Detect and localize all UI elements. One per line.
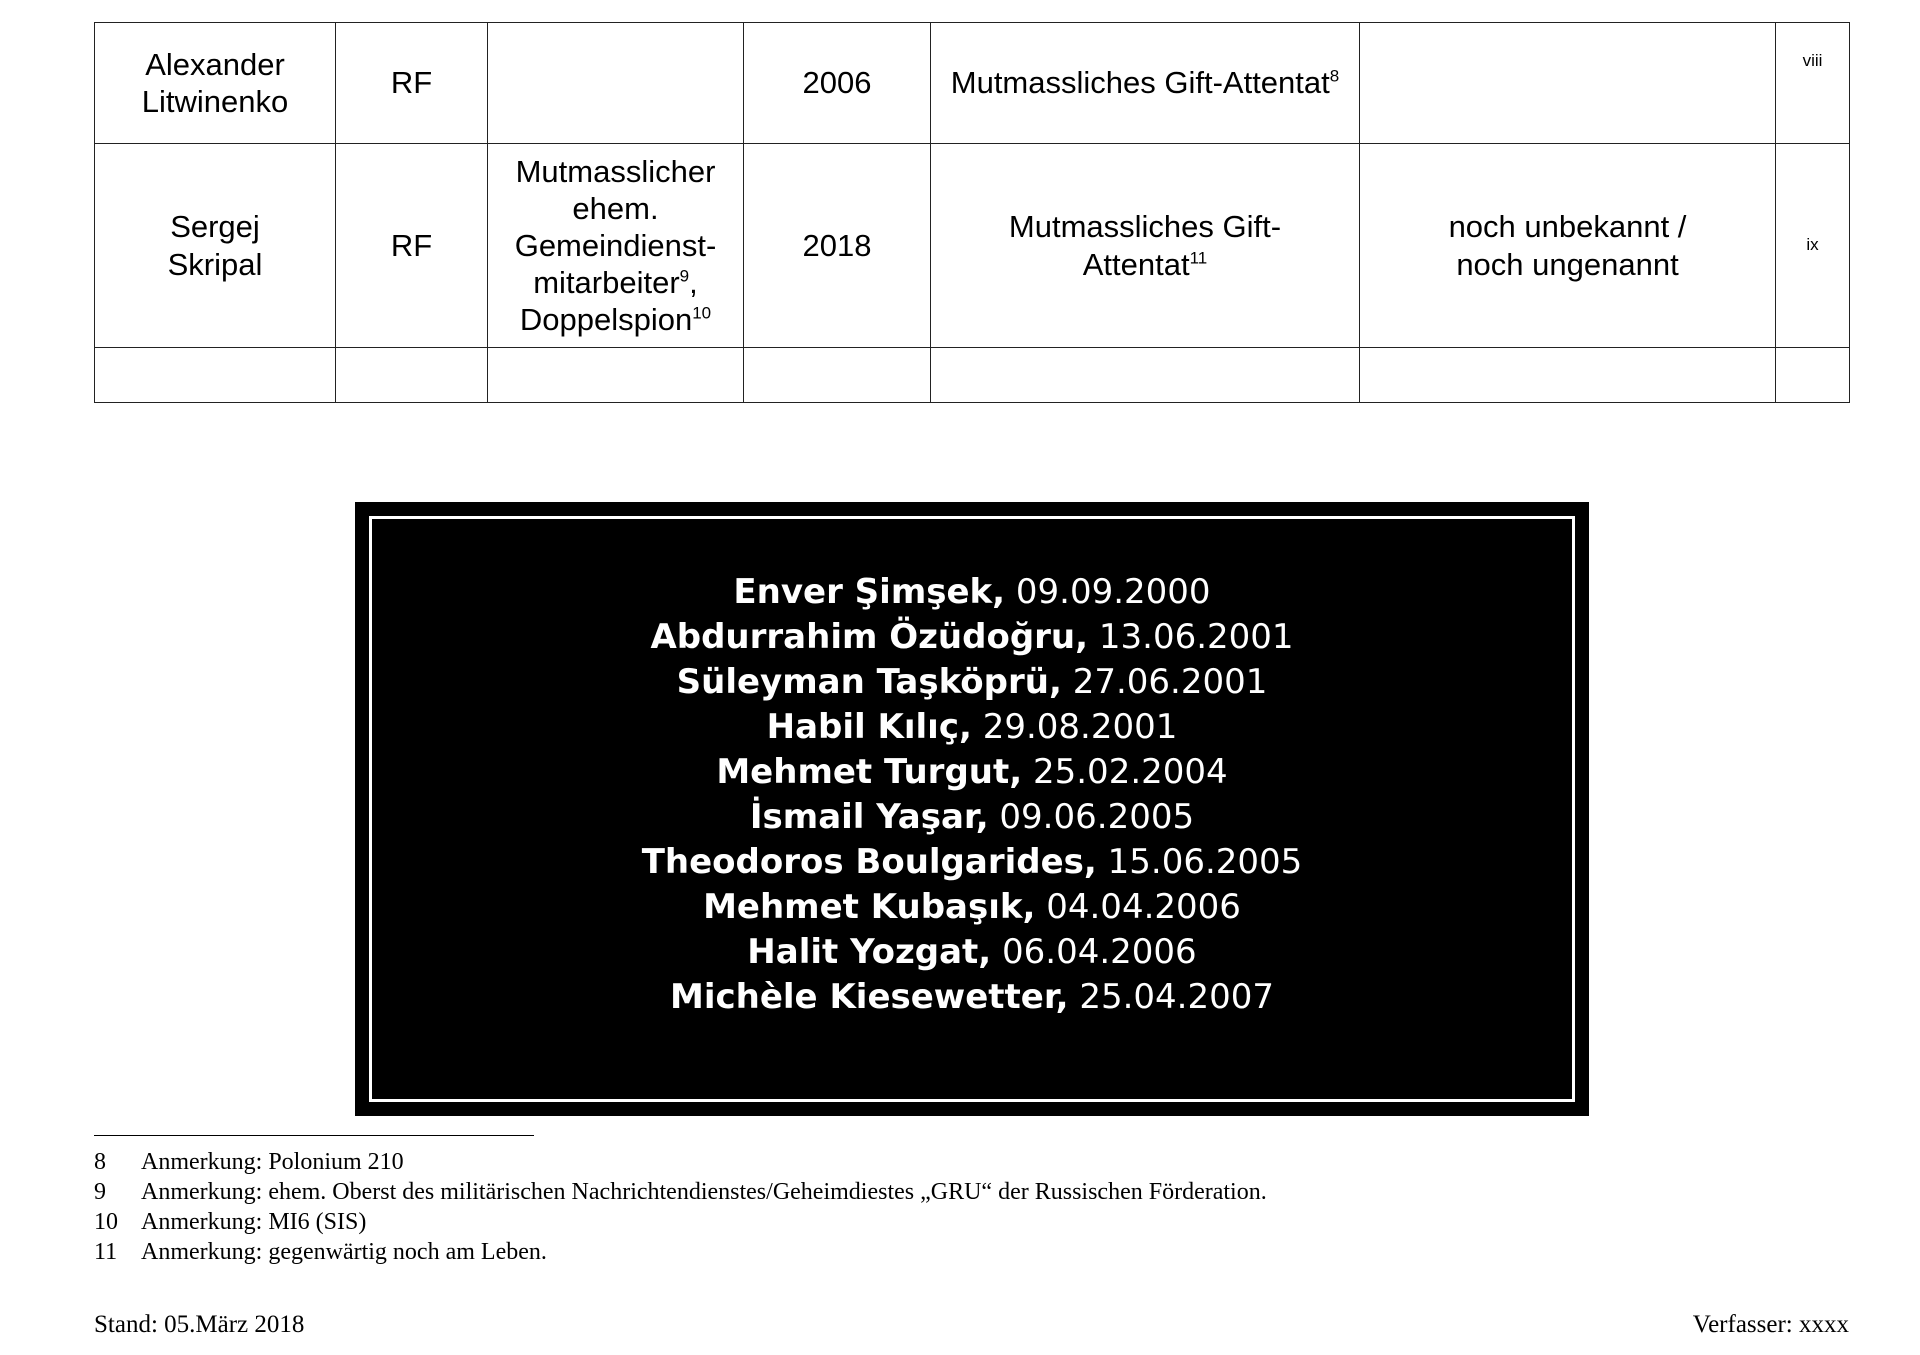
reference-cell <box>1776 144 1850 348</box>
victim-name: Habil Kılıç, <box>766 707 972 747</box>
victim-name: Mehmet Kubaşık, <box>703 887 1036 927</box>
victim-date: 25.04.2007 <box>1079 977 1275 1017</box>
victim-date: 27.06.2001 <box>1072 662 1268 702</box>
perpetrator-cell <box>1360 144 1776 348</box>
incident-text: Mutmassliches Gift-Attentat <box>950 65 1330 101</box>
role-line: Mutmasslicher <box>515 153 716 189</box>
perpetrator-text: noch ungenannt <box>1456 246 1679 282</box>
victim-date: 13.06.2001 <box>1098 617 1294 657</box>
footnote-list <box>94 1147 1267 1267</box>
victim-name: Theodoros Boulgarides, <box>641 842 1097 882</box>
victim-entry <box>355 570 1589 615</box>
footnote <box>94 1177 1267 1207</box>
victim-entry <box>355 750 1589 795</box>
victim-name: Enver Şimşek, <box>733 572 1006 612</box>
victim-date: 29.08.2001 <box>982 707 1178 747</box>
victim-entry <box>355 705 1589 750</box>
empty-cell <box>744 348 931 403</box>
footnote-text: Anmerkung: MI6 (SIS) <box>141 1209 367 1235</box>
reference-mark: ix <box>1806 235 1819 255</box>
victim-entry <box>355 885 1589 930</box>
footnote-ref: 8 <box>1329 67 1340 87</box>
footnote-number: 11 <box>94 1239 118 1265</box>
author: Verfasser: xxxx <box>1692 1311 1849 1338</box>
footnote <box>94 1207 1267 1237</box>
footnote-ref: 10 <box>692 303 712 323</box>
role-cell <box>488 144 744 348</box>
table-row <box>95 144 1850 348</box>
persons-table <box>94 22 1850 403</box>
victim-date: 09.09.2000 <box>1015 572 1211 612</box>
year-cell <box>744 23 931 144</box>
victim-entry <box>355 840 1589 885</box>
reference-mark: viii <box>1802 51 1823 70</box>
person-name: Alexander Litwinenko <box>141 46 289 119</box>
reference-cell <box>1776 23 1850 144</box>
country-cell <box>336 23 488 144</box>
role-line: Gemeindienst- <box>514 227 717 263</box>
perpetrator-text: noch unbekannt / <box>1448 209 1687 245</box>
footnote-number: 9 <box>94 1179 106 1205</box>
empty-cell <box>95 348 336 403</box>
victim-name: Michèle Kiesewetter, <box>669 977 1069 1017</box>
victim-entry <box>355 615 1589 660</box>
victim-date: 25.02.2004 <box>1032 752 1228 792</box>
role-line: , <box>689 265 698 301</box>
perpetrator-cell <box>1360 23 1776 144</box>
role-line: Doppelspion <box>519 302 693 338</box>
table-row <box>95 348 1850 403</box>
person-name-cell <box>95 144 336 348</box>
incident-text: Mutmassliches Gift- <box>1008 209 1282 245</box>
footnote-number: 10 <box>94 1209 118 1235</box>
footnote <box>94 1147 1267 1177</box>
year-cell <box>744 144 931 348</box>
incident-cell <box>931 144 1360 348</box>
victim-date: 15.06.2005 <box>1107 842 1303 882</box>
footnote-separator <box>94 1135 534 1136</box>
victim-entry <box>355 795 1589 840</box>
victim-name: İsmail Yaşar, <box>749 797 989 837</box>
empty-cell <box>336 348 488 403</box>
person-name-cell <box>95 23 336 144</box>
year: 2018 <box>802 227 872 263</box>
empty-cell <box>931 348 1360 403</box>
footnote-ref: 11 <box>1189 248 1208 268</box>
victim-name: Süleyman Taşköprü, <box>676 662 1062 702</box>
role-line: mitarbeiter <box>533 265 680 301</box>
victim-list <box>355 570 1589 1020</box>
victim-date: 06.04.2006 <box>1002 932 1197 972</box>
memorial-plaque <box>355 502 1589 1116</box>
empty-cell <box>1776 348 1850 403</box>
person-name: Sergej Skripal <box>167 209 263 282</box>
footnote-text: Anmerkung: Polonium 210 <box>141 1149 404 1175</box>
victim-name: Mehmet Turgut, <box>716 752 1023 792</box>
incident-cell <box>931 23 1360 144</box>
empty-cell <box>1360 348 1776 403</box>
empty-cell <box>488 348 744 403</box>
victim-entry <box>355 975 1589 1020</box>
victim-date: 04.04.2006 <box>1046 887 1241 927</box>
footnote-ref: 9 <box>679 266 690 286</box>
table-row <box>95 23 1850 144</box>
footnote-text: Anmerkung: gegenwärtig noch am Leben. <box>141 1239 547 1265</box>
country: RF <box>390 65 433 101</box>
victim-entry <box>355 660 1589 705</box>
role-line: ehem. <box>572 190 659 226</box>
status-date: Stand: 05.März 2018 <box>94 1311 305 1338</box>
footnote-number: 8 <box>94 1149 106 1175</box>
country-cell <box>336 144 488 348</box>
year: 2006 <box>802 65 872 101</box>
victim-name: Abdurrahim Özüdoğru, <box>650 617 1089 657</box>
victim-entry <box>355 930 1589 975</box>
role-cell <box>488 23 744 144</box>
country: RF <box>390 227 433 263</box>
incident-text: Attentat <box>1082 246 1190 282</box>
footnote <box>94 1237 1267 1267</box>
victim-date: 09.06.2005 <box>999 797 1195 837</box>
victim-name: Halit Yozgat, <box>747 932 992 972</box>
footnote-text: Anmerkung: ehem. Oberst des militärischen Nachrichtendienstes/Geheimdiestes „GRU“ der Russischen Förderation. <box>141 1179 1267 1205</box>
